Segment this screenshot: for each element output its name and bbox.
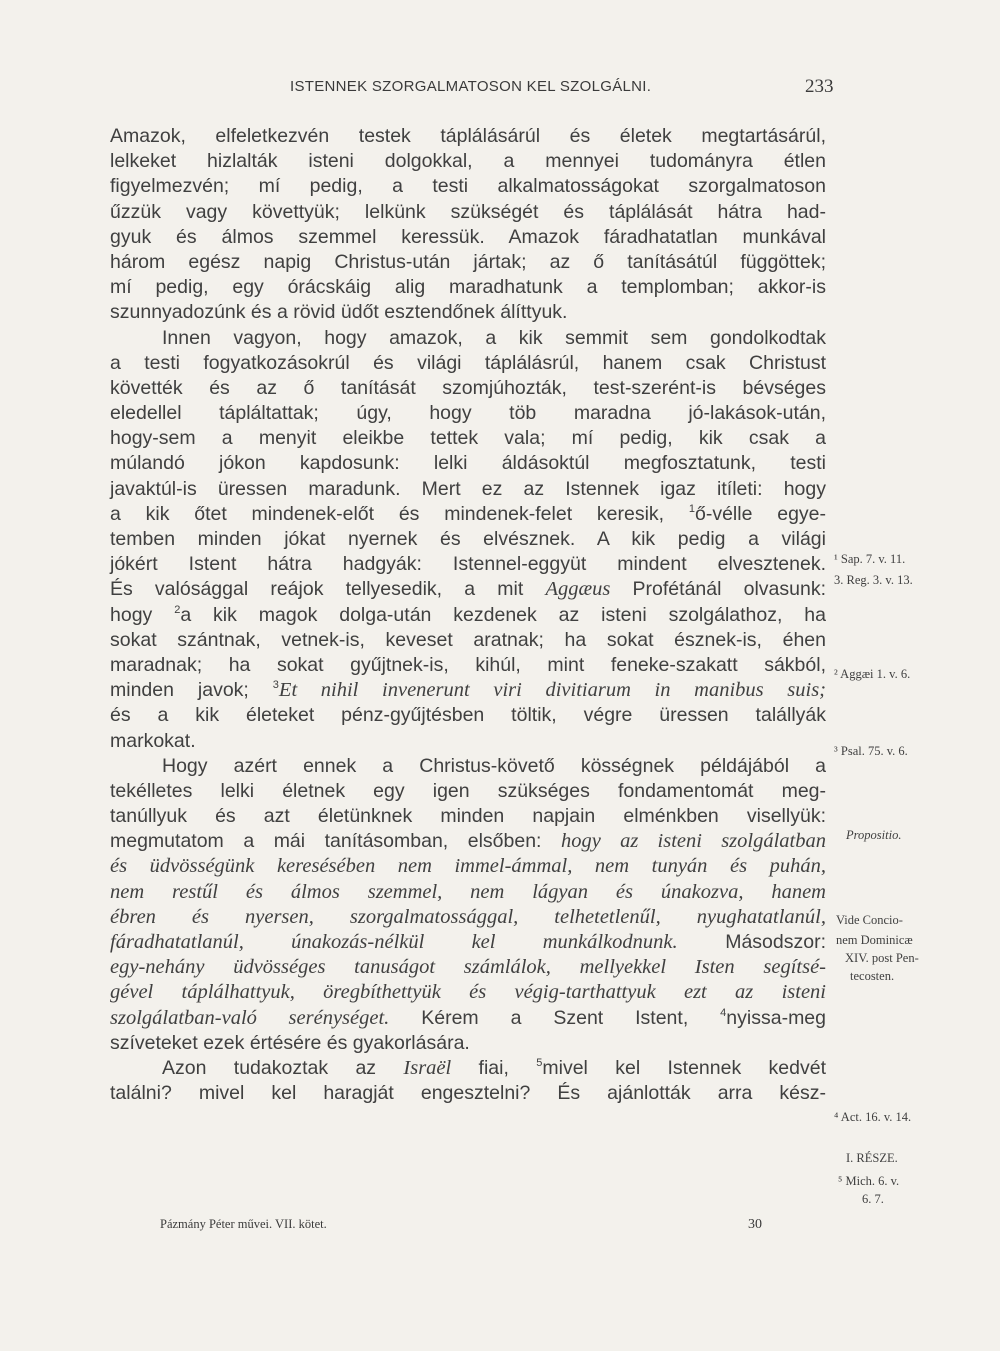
signature-mark: 30 [748,1217,762,1232]
marginal-note-propositio: Propositio. [846,828,902,842]
text-line: gyuk és álmos szemmel keressük. Amazok fáradhatatlan munkával [110,225,826,248]
text-line: gével táplálhattyuk, öregbíthettyük és végig-tarthattyuk ezt az isteni [110,981,826,1004]
text-run: Másodszor: [677,931,826,953]
text-line: maradnak; ha sokat gyűjtnek-is, kihúl, mint feneke-szakatt sákból, [110,653,826,676]
footnote-marker: 5 [536,1056,543,1069]
marginal-note-section: I. RÉSZE. [846,1151,898,1165]
text-run: ő-vélle egye- [695,502,827,525]
marginal-note: ⁵ Mich. 6. v. [838,1174,900,1188]
text-line: markokat. [110,729,196,752]
footer-imprint: Pázmány Péter művei. VII. kötet. [160,1217,327,1231]
marginal-note: nem Dominicæ [836,933,913,947]
marginal-note: ² Aggæi 1. v. 6. [834,667,911,681]
text-line [110,1056,826,1081]
text-run: Profétánál olvasunk: [610,578,826,601]
text-run: mivel kel Istennek kedvét [542,1056,826,1079]
text-line: a testi fogyatkozásokrúl és világi táplálásrúl, hanem csak Christust [110,351,826,374]
text-line: tekélletes lelki életnek egy igen szükséges fondamentomát meg- [110,779,826,802]
text-line: eledellel tápláltattak; úgy, hogy töb maradna jó-lakások-után, [110,402,826,425]
text-run: Azon tudakoztak az [162,1056,404,1079]
text-line: követték és az ő tanítását szomjúhozták, test-szerént-is bévséges [110,376,826,399]
text-line: mí pedig, egy órácskáig alig maradhatunk a templomban; akkor-is [110,276,826,299]
text-line: szíveteket ezek értésére és gyakorlására. [110,1031,470,1054]
marginal-note: ³ Psal. 75. v. 6. [834,744,908,758]
italic-run: fáradhatatlanúl, únakozás-nélkül kel munkálkodnunk. [110,931,678,953]
text-run: megmutatom a mái tanításomban, elsőben: [110,830,561,853]
text-line [110,930,826,955]
text-line: és a kik életeket pénz-gyűjtésben töltik, végre üressen talállyák [110,704,826,727]
latin-quote: Et nihil invenerunt viri divitiarum in manibus suis; [278,679,826,702]
text-line [110,577,826,602]
italic-run: szolgálatban-való serénységet. [110,1006,390,1029]
footnote-marker: 3 [272,679,279,692]
italic-name: Israël [403,1056,452,1079]
marginal-note: ¹ Sap. 7. v. 11. [834,552,906,566]
body-text [110,124,826,1106]
text-run: Kérem a Szent Istent, [389,1006,721,1029]
text-line: sokat szántnak, vetnek-is, keveset aratnak; ha sokat észnek-is, éhen [110,628,826,651]
marginal-note: XIV. post Pen- [845,951,919,965]
text-line [110,678,826,703]
text-line: találni? mivel kel haragját engesztelni? És ajánlották arra kész- [110,1082,826,1105]
marginal-note: 6. 7. [862,1192,884,1206]
text-line: nem restűl és álmos szemmel, nem lágyan és únakozva, hanem [110,880,826,903]
text-line: temben minden jókat nyernek és elvésznek. A kik pedig a világi [110,528,826,550]
marginal-note: tecosten. [850,969,895,983]
text-line: javaktúl-is üressen maradunk. Mert ez az Istennek igaz itíleti: hogy [110,477,826,500]
text-line: három egész napig Christus-után jártak; az ő tanításátúl függöttek; [110,250,826,273]
text-line: lelkeket hizlalták isteni dolgokkal, a mennyei tudományra étlen [110,150,826,173]
page-number: 233 [805,76,834,97]
text-line: tanúllyuk és azt életünknek minden napjain elménkben visellyük: [110,805,826,828]
text-line: jókért Istent hátra hadgyák: Istennel-eggyüt mindent elvesztenek. [110,553,826,576]
text-run: hogy [110,603,175,626]
text-line [110,603,826,628]
text-run: És valósággal reájok tellyesedik, a mit [110,578,546,601]
marginal-note: Vide Concio- [836,913,903,927]
text-line: egy-nehány üdvösséges tanuságot számlálok, mellyekkel Isten segítsé- [110,956,826,979]
italic-run: hogy az isteni szolgálatban [561,830,826,853]
text-run: a kik magok dolga-után kezdenek az isteni szolgálathoz, ha [180,603,826,626]
text-line: múlandó jókon kapdosunk: lelki áldásoktúl megfosztatunk, testi [110,452,826,475]
text-run: minden javok; [110,679,273,702]
text-line: ébren és nyersen, szorgalmatossággal, telhetetlenűl, nyughatatlanúl, [110,905,826,928]
text-line: hogy-sem a menyit eleikbe tettek vala; mí pedig, kik csak a [110,427,826,450]
text-line: Amazok, elfeletkezvén testek táplálásárúl és életek megtartásárúl, [110,125,826,147]
text-line: és üdvösségünk keresésében nem immel-ámmal, nem tunyán és puhán, [110,855,826,878]
text-line [110,1006,826,1031]
marginal-note: 3. Reg. 3. v. 13. [834,573,913,587]
footnote-marker: 1 [688,502,695,515]
text-line [110,829,826,854]
footnote-marker: 2 [174,603,181,616]
italic-name: Aggæus [545,578,611,601]
text-run: fiai, [451,1056,537,1079]
running-header: ISTENNEK SZORGALMATOSON KEL SZOLGÁLNI. [290,78,652,95]
text-line: Innen vagyon, hogy amazok, a kik semmit sem gondolkodtak [162,326,826,349]
text-run: nyissa-meg [726,1006,826,1029]
text-line: figyelmezvén; mí pedig, a testi alkalmatosságokat szorgalmatoson [110,175,826,198]
text-line: Hogy azért ennek a Christus-követő kösségnek példájából a [162,754,826,777]
text-line [110,502,826,527]
marginal-note: ⁴ Act. 16. v. 14. [834,1110,912,1124]
footnote-marker: 4 [720,1006,727,1019]
text-line: űzzük vagy követtyük; lelkünk szükségét és táplálását hátra had- [110,200,826,223]
text-line: szunnyadozúnk és a rövid üdőt esztendőnek álíttyuk. [110,301,568,324]
text-run: a kik őtet mindenek-előt és mindenek-felet keresik, [110,502,689,525]
